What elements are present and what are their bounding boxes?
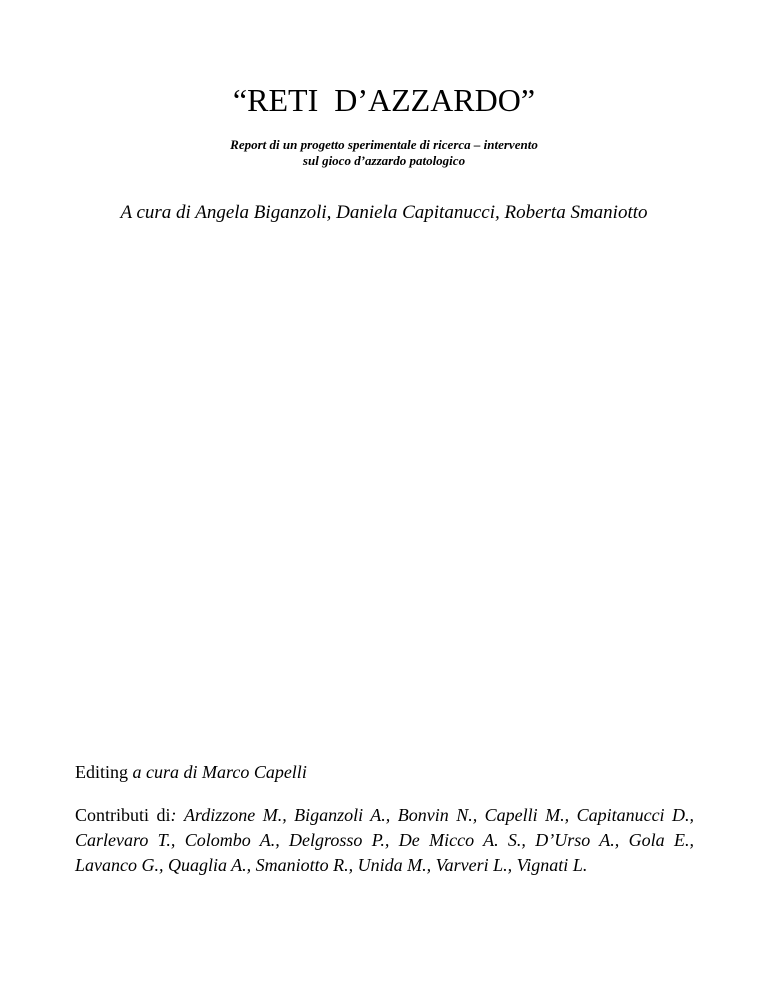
editors-line: A cura di Angela Biganzoli, Daniela Capitanucci, Roberta Smaniotto	[120, 202, 648, 223]
editing-label: Editing	[75, 762, 128, 782]
subtitle-line-2: sul gioco d’azzardo patologico	[302, 153, 466, 168]
editing-credit	[75, 760, 307, 784]
contributions-colon: :	[170, 805, 177, 825]
contributions-list: Ardizzone M., Biganzoli A., Bonvin N., Capelli M., Capitanucci D., Carlevaro T., Colombo A., Delgrosso P., De Micco A. S., D’Urso A., Gola E., Lavanco G., Quaglia A., Smaniotto R., Unida M., Varveri L., Vignati L.	[75, 805, 695, 875]
contributions-label: Contributi di	[75, 805, 171, 825]
contributions-paragraph	[75, 803, 694, 878]
subtitle-line-1: Report di un progetto sperimentale di ricerca – intervento	[230, 137, 538, 152]
editing-value: a cura di Marco Capelli	[132, 762, 307, 782]
document-subtitle	[0, 137, 768, 169]
document-title: “RETI D’AZZARDO”	[232, 82, 536, 118]
